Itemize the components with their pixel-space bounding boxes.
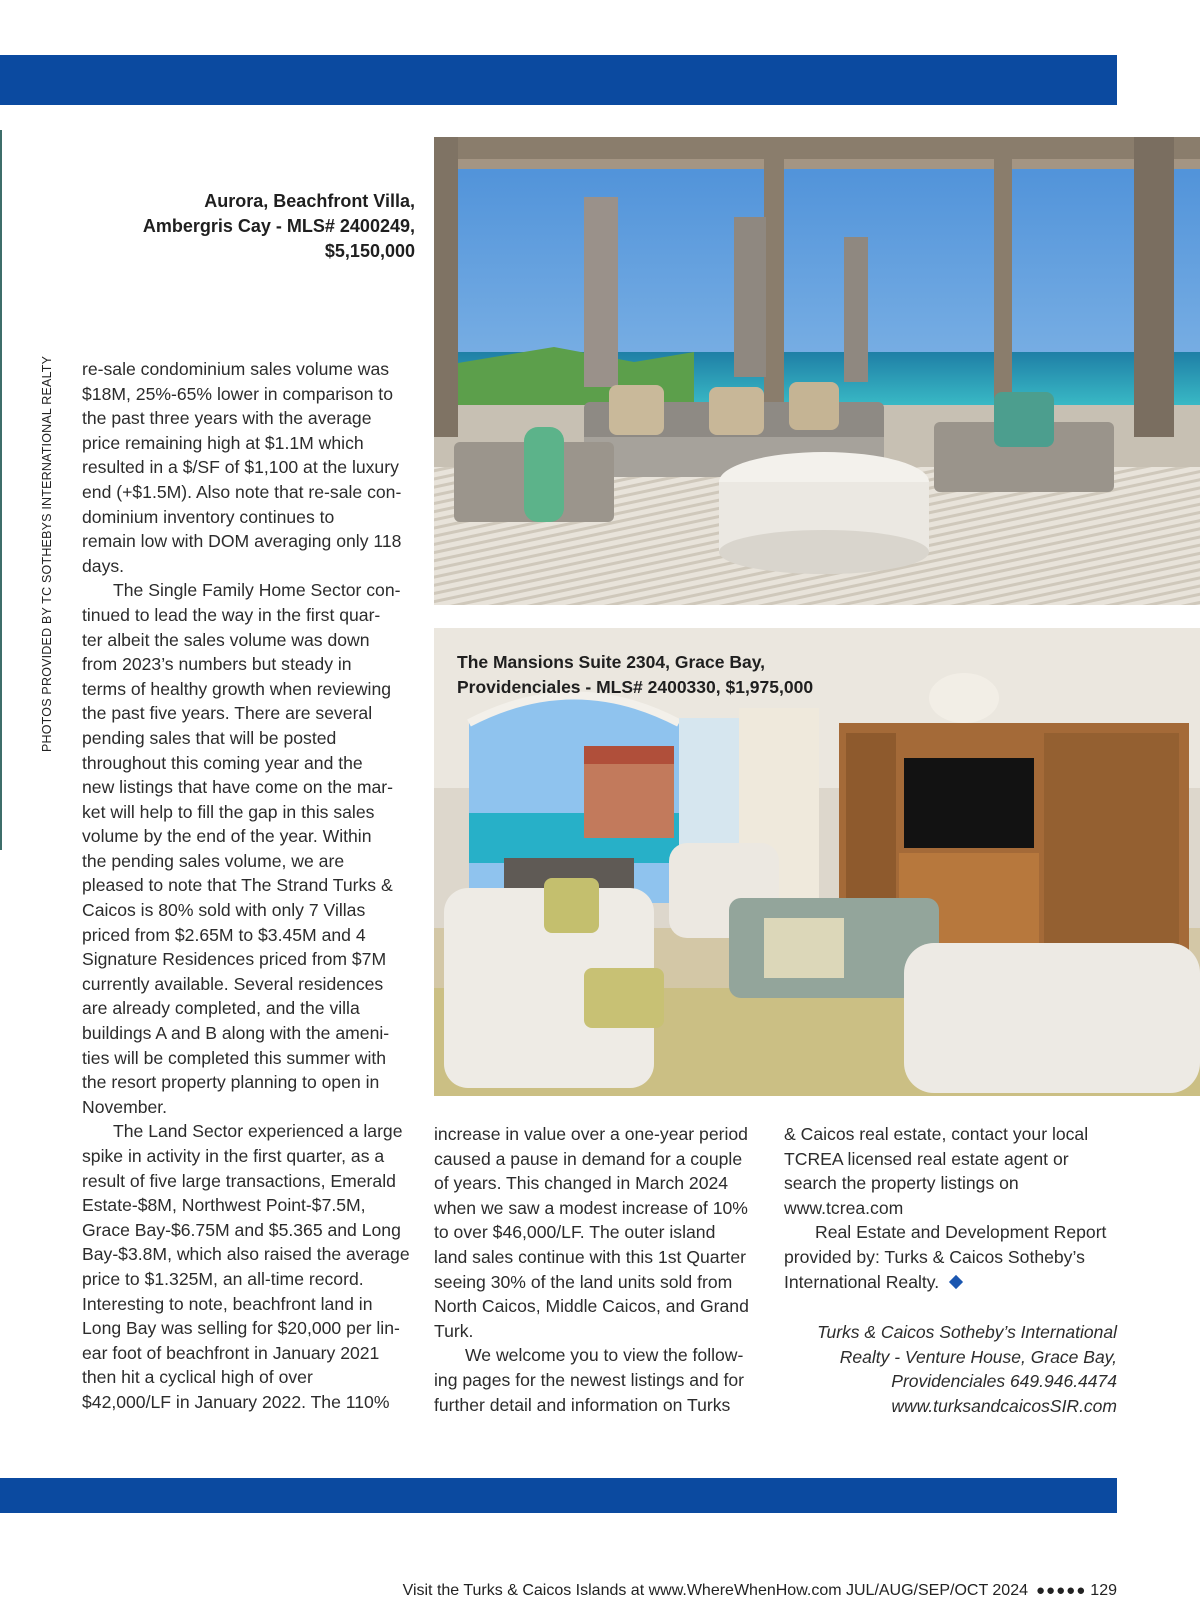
paragraph — [434, 1122, 774, 1343]
footer-dots: ●●●●● — [1035, 1582, 1087, 1599]
text-line: volume by the end of the year. Within — [82, 826, 372, 847]
text-line: remain low with DOM averaging only 118 — [82, 531, 402, 552]
text-line: Grace Bay-$6.75M and $5.365 and Long — [82, 1219, 401, 1240]
text-line: provided by: Turks & Caicos Sotheby’s — [784, 1246, 1085, 1267]
signature-line: Realty - Venture House, Grace Bay, — [839, 1346, 1117, 1367]
text-line: & Caicos real estate, contact your local — [784, 1124, 1089, 1144]
paragraph — [784, 1122, 1124, 1220]
text-line: Estate-$8M, Northwest Point-$7.5M, — [82, 1195, 366, 1216]
text-line: ket will help to fill the gap in this sales — [82, 801, 375, 822]
text-line: Long Bay was selling for $20,000 per lin- — [82, 1318, 400, 1339]
text-line: new listings that have come on the mar- — [82, 777, 393, 798]
caption-line: Aurora, Beachfront Villa, — [204, 191, 415, 211]
top-color-band — [0, 55, 1117, 105]
photo-aurora-terrace — [434, 137, 1200, 605]
text-line: pleased to note that The Strand Turks & — [82, 875, 393, 896]
end-of-article-diamond-icon — [949, 1274, 963, 1288]
text-line: result of five large transactions, Emerald — [82, 1170, 396, 1191]
text-line: currently available. Several residences — [82, 973, 384, 994]
text-line: The Single Family Home Sector con- — [113, 580, 401, 601]
page-number: 129 — [1090, 1582, 1117, 1599]
photo-credit: PHOTOS PROVIDED BY TC SOTHEBYS INTERNATIONAL REALTY — [40, 355, 54, 752]
text-line: dominium inventory continues to — [82, 506, 335, 527]
text-line: of years. This changed in March 2024 — [434, 1173, 729, 1194]
left-margin-rule — [0, 130, 2, 850]
text-line: resulted in a $/SF of $1,100 at the luxury — [82, 457, 399, 478]
text-line: the pending sales volume, we are — [82, 850, 345, 871]
paragraph — [82, 1119, 422, 1414]
text-line: seeing 30% of the land units sold from — [434, 1271, 733, 1292]
text-line: $42,000/LF in January 2022. The 110% — [82, 1391, 390, 1412]
text-line: spike in activity in the first quarter, as a — [82, 1146, 385, 1166]
text-line: North Caicos, Middle Caicos, and Grand — [434, 1296, 749, 1317]
caption-mansions-suite — [457, 650, 877, 700]
article-column-3 — [784, 1122, 1124, 1294]
signature-line: Providenciales 649.946.4474 — [891, 1371, 1117, 1392]
text-line: the past three years with the average — [82, 408, 372, 429]
text-line: from 2023’s numbers but steady in — [82, 654, 352, 675]
footer-text: Visit the Turks & Caicos Islands at www.WhereWhenHow.com JUL/AUG/SEP/OCT 2024 — [402, 1582, 1028, 1599]
text-line: days. — [82, 555, 125, 576]
text-line: Signature Residences priced from $7M — [82, 949, 387, 970]
text-line: ties will be completed this summer with — [82, 1047, 387, 1068]
text-line: price remaining high at $1.1M which — [82, 432, 364, 453]
paragraph — [434, 1343, 774, 1417]
text-line: price to $1.325M, an all-time record. — [82, 1268, 364, 1289]
text-line: International Realty. — [784, 1271, 940, 1292]
text-line: when we saw a modest increase of 10% — [434, 1197, 748, 1218]
text-line: are already completed, and the villa — [82, 998, 360, 1019]
text-line: ear foot of beachfront in January 2021 — [82, 1342, 380, 1363]
text-line: November. — [82, 1096, 168, 1117]
text-line: ing pages for the newest listings and for — [434, 1369, 745, 1390]
caption-line: $5,150,000 — [324, 241, 415, 261]
bottom-color-band — [0, 1478, 1117, 1513]
text-line: search the property listings on — [784, 1173, 1019, 1194]
text-line: end (+$1.5M). Also note that re-sale con- — [82, 481, 402, 502]
text-line: land sales continue with this 1st Quarter — [434, 1246, 746, 1267]
text-line: Turk. — [434, 1320, 474, 1341]
signature-line: Turks & Caicos Sotheby’s International — [817, 1322, 1117, 1342]
text-line: $18M, 25%-65% lower in comparison to — [82, 383, 393, 404]
page-footer — [300, 1582, 1117, 1600]
text-line: the resort property planning to open in — [82, 1072, 380, 1093]
text-line: Real Estate and Development Report — [815, 1222, 1107, 1243]
text-line: further detail and information on Turks — [434, 1394, 731, 1415]
agency-signature — [760, 1320, 1117, 1418]
text-line: re-sale condominium sales volume was — [82, 359, 390, 379]
link-turksandcaicossir[interactable]: www.turksandcaicosSIR.com — [891, 1395, 1117, 1416]
text-line: the past five years. There are several — [82, 703, 373, 724]
caption-line: Providenciales - MLS# 2400330, $1,975,000 — [457, 677, 814, 697]
text-line: throughout this coming year and the — [82, 752, 363, 773]
article-column-1 — [82, 357, 422, 1415]
paragraph — [82, 578, 422, 1119]
text-line: We welcome you to view the follow- — [465, 1345, 744, 1366]
text-line: tinued to lead the way in the first quar- — [82, 604, 381, 625]
text-line: terms of healthy growth when reviewing — [82, 678, 392, 699]
caption-line: The Mansions Suite 2304, Grace Bay, — [457, 652, 765, 672]
text-line: Interesting to note, beachfront land in — [82, 1293, 373, 1314]
link-tcrea[interactable]: www.tcrea.com — [784, 1197, 904, 1218]
text-line: buildings A and B along with the ameni- — [82, 1023, 390, 1044]
text-line: TCREA licensed real estate agent or — [784, 1148, 1069, 1169]
caption-aurora-villa — [90, 189, 415, 264]
text-line: priced from $2.65M to $3.45M and 4 — [82, 924, 366, 945]
paragraph — [82, 357, 422, 578]
text-line: pending sales that will be posted — [82, 727, 337, 748]
text-line: ter albeit the sales volume was down — [82, 629, 370, 650]
text-line: to over $46,000/LF. The outer island — [434, 1222, 716, 1243]
caption-line: Ambergris Cay - MLS# 2400249, — [142, 216, 415, 236]
text-line: caused a pause in demand for a couple — [434, 1148, 743, 1169]
text-line: Caicos is 80% sold with only 7 Villas — [82, 900, 366, 921]
text-line: then hit a cyclical high of over — [82, 1367, 313, 1388]
text-line-with-end-mark — [784, 1270, 1124, 1295]
text-line: increase in value over a one-year period — [434, 1124, 748, 1144]
paragraph — [784, 1220, 1124, 1294]
article-column-2 — [434, 1122, 774, 1417]
text-line: Bay-$3.8M, which also raised the average — [82, 1244, 410, 1265]
text-line: The Land Sector experienced a large — [113, 1121, 403, 1142]
